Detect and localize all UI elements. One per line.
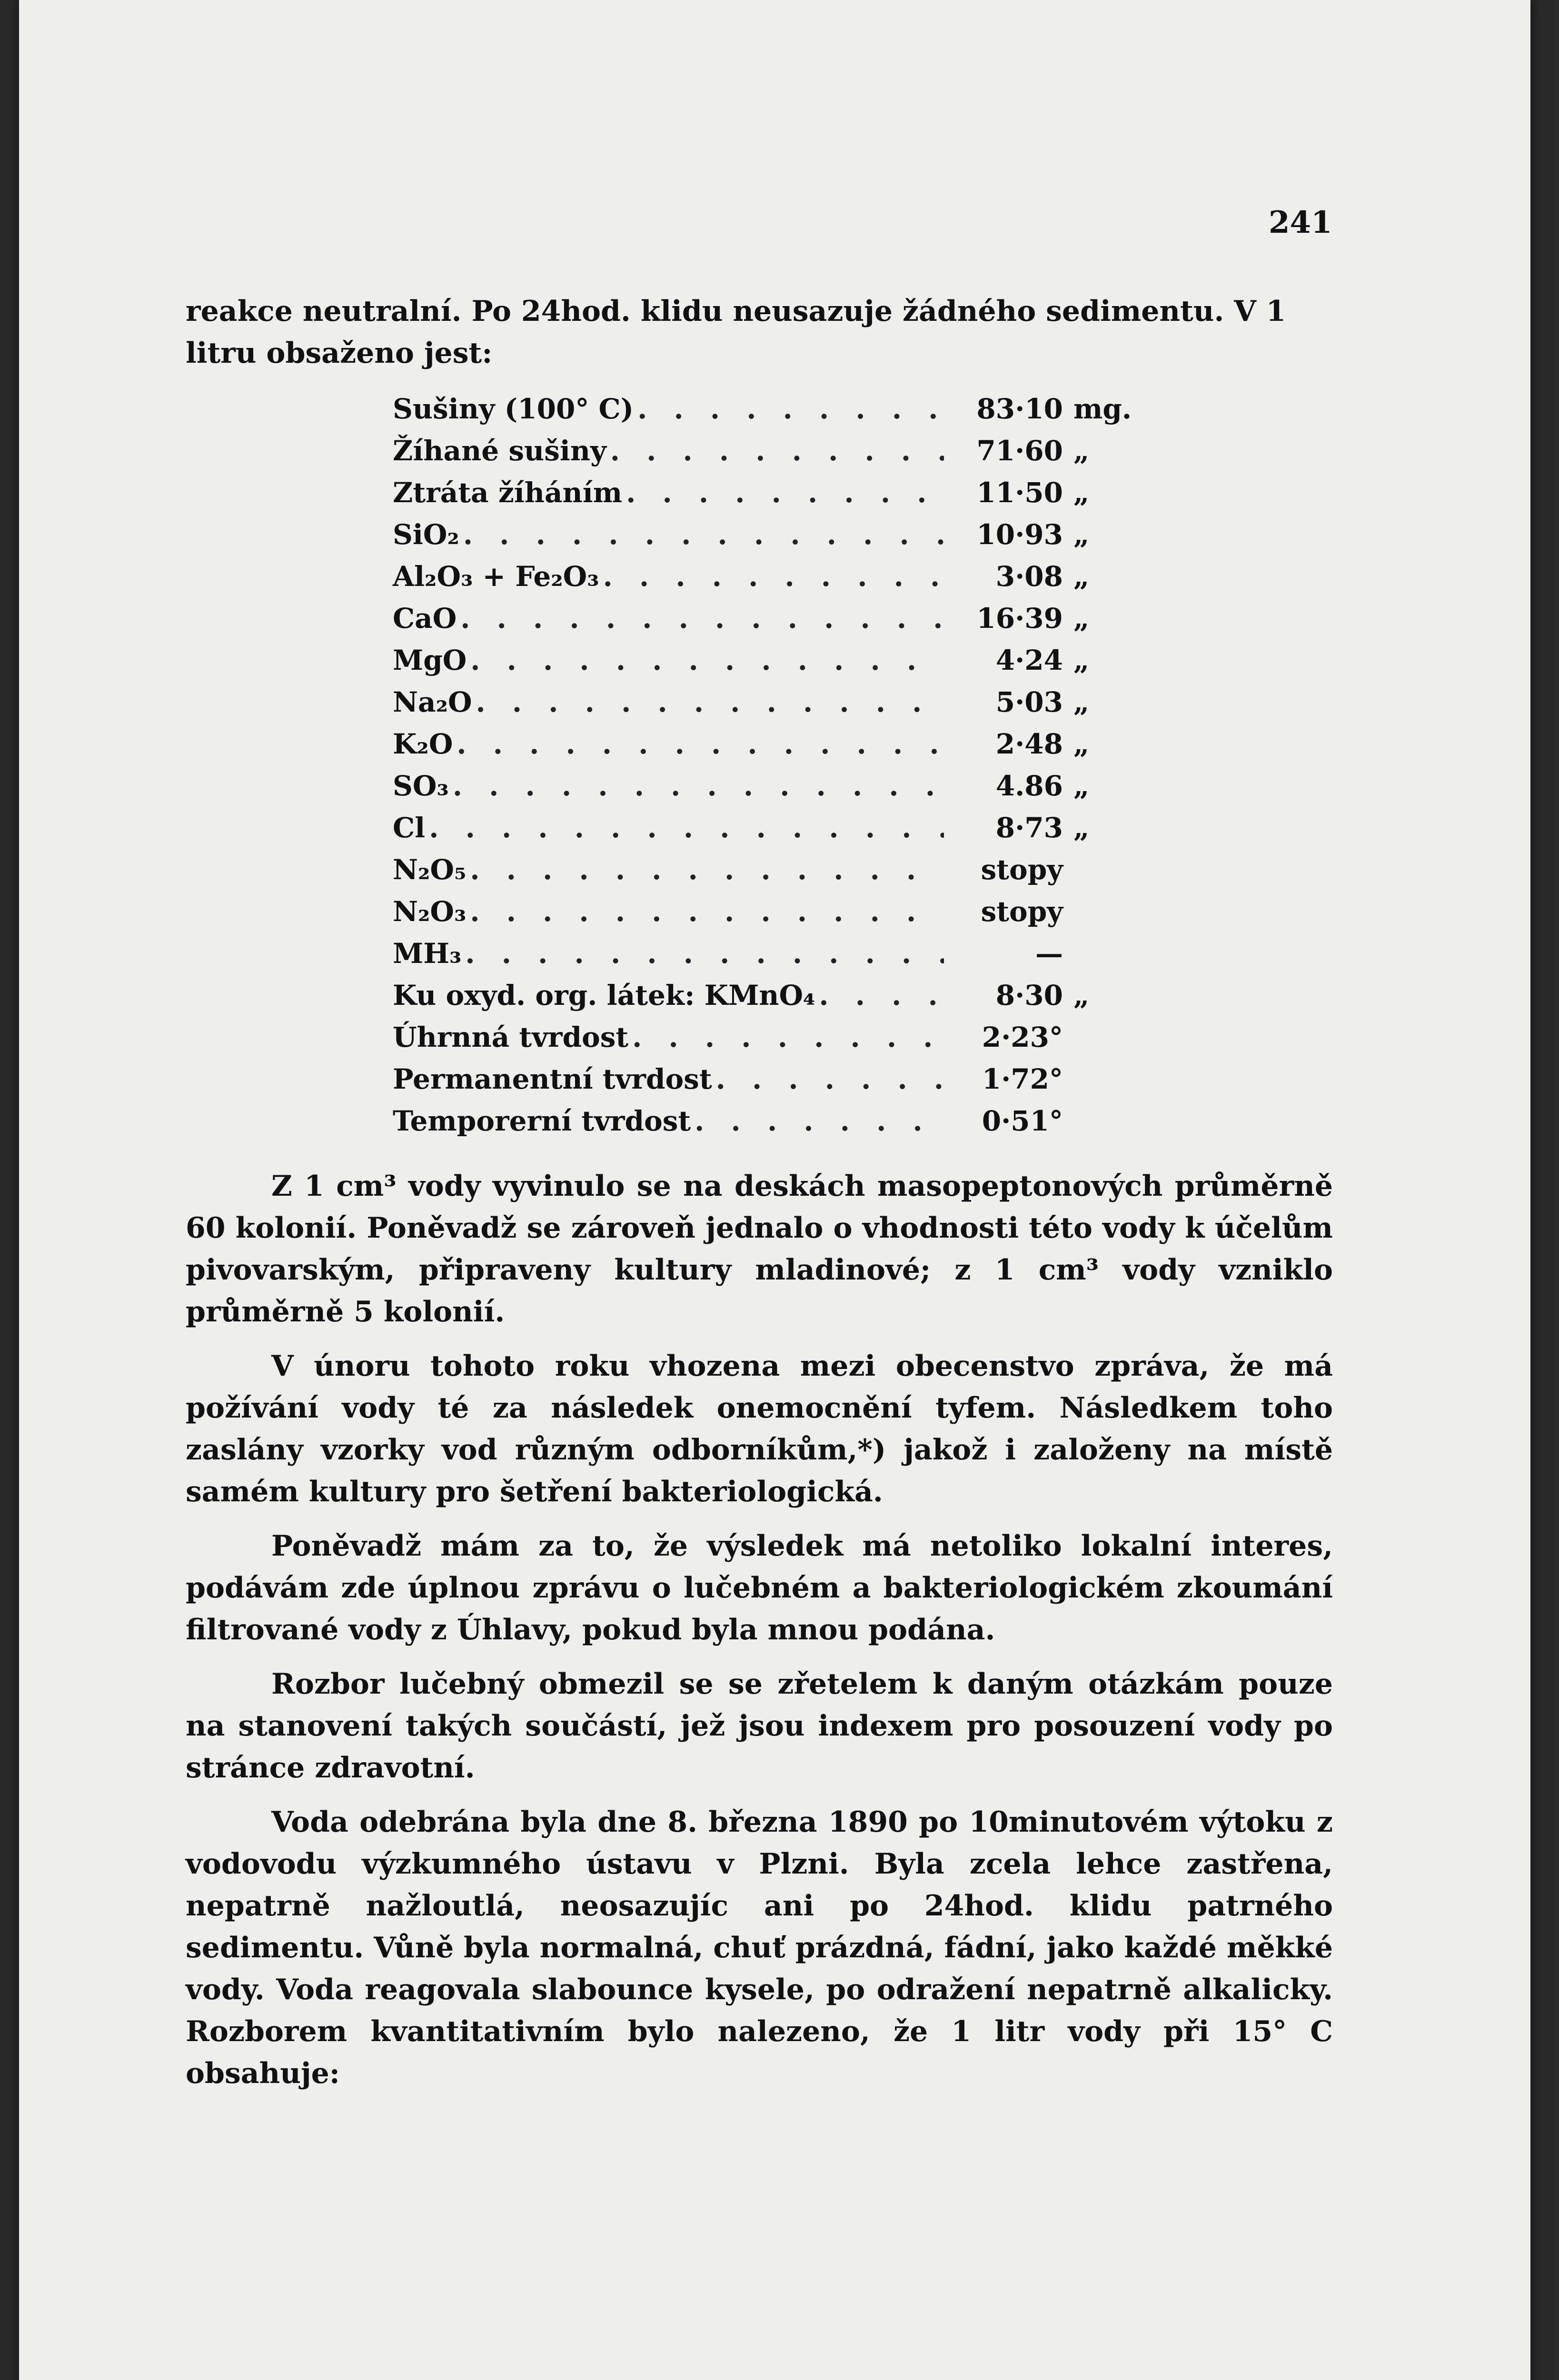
paragraph-colonies: Z 1 cm³ vody vyvinulo se na deskách masopeptonových průměrně 60 kolonií. Poněvadž se zároveň jednalo o vhodnosti této vody k účelům pivovarským, připraveny kultury mladinové; z 1 cm³ vody vzniklo průměrně 5 kolonií. (186, 1170, 1333, 1329)
row-label: MgO (393, 644, 467, 676)
row-value: 10·93 (976, 518, 1063, 551)
row-label: Permanentní tvrdost (393, 1063, 712, 1095)
row-unit: „ (1073, 435, 1090, 467)
row-value: 16·39 (976, 602, 1063, 635)
row-unit: „ (1073, 476, 1090, 509)
table-row (393, 1105, 1135, 1147)
row-value: 4.86 (995, 770, 1063, 802)
table-row (393, 602, 1135, 644)
row-label: Al₂O₃ + Fe₂O₃ (393, 560, 599, 593)
body-text (186, 1165, 1333, 2107)
table-row (393, 435, 1135, 476)
row-unit: „ (1073, 728, 1090, 760)
paragraph-analysis-scope: Rozbor lučebný obmezil se se zřetelem k daným otázkám pouze na stanovení takých součástí, jež jsou indexem pro posouzení vody po stránce zdravotní. (186, 1667, 1333, 1785)
table-row (393, 853, 1135, 895)
row-value: stopy (981, 895, 1063, 928)
table-row (393, 1063, 1135, 1105)
table-row (393, 895, 1135, 937)
table-row (393, 686, 1135, 728)
row-unit: „ (1073, 812, 1090, 844)
intro-paragraph: reakce neutralní. Po 24hod. klidu neusazuje žádného sedimentu. V 1 litru obsaženo jest: (186, 295, 1286, 370)
row-value: 83·10 (976, 393, 1063, 425)
analysis-table (393, 393, 1135, 1147)
row-value: 3·08 (995, 560, 1063, 593)
row-value: 5·03 (995, 686, 1063, 718)
row-label: Sušiny (100° C) (393, 393, 634, 425)
table-row (393, 979, 1135, 1021)
row-label: MH₃ (393, 937, 462, 970)
row-label: N₂O₃ (393, 895, 467, 928)
row-value: 2·48 (995, 728, 1063, 760)
row-label: Na₂O (393, 686, 472, 718)
row-unit: „ (1073, 979, 1090, 1012)
row-label: CaO (393, 602, 457, 635)
row-unit: „ (1073, 560, 1090, 593)
row-label: Temporerní tvrdost (393, 1105, 691, 1137)
table-row (393, 770, 1135, 812)
row-unit: „ (1073, 518, 1090, 551)
row-label: K₂O (393, 728, 453, 760)
row-value: 11·50 (976, 476, 1063, 509)
row-value: 1·72° (982, 1063, 1063, 1095)
row-unit: mg. (1073, 393, 1132, 425)
row-value: stopy (981, 853, 1063, 886)
table-row (393, 812, 1135, 853)
page-number: 241 (1269, 205, 1332, 240)
row-unit: „ (1073, 644, 1090, 676)
row-unit: „ (1073, 602, 1090, 635)
row-label: Žíhané sušiny (393, 435, 606, 467)
row-label: Ztráta žíháním (393, 476, 623, 509)
row-value: 2·23° (982, 1021, 1063, 1053)
row-value: 8·30 (995, 979, 1063, 1012)
row-value: 0·51° (982, 1105, 1063, 1137)
row-unit: „ (1073, 686, 1090, 718)
row-value: 4·24 (995, 644, 1063, 676)
table-row (393, 728, 1135, 770)
row-label: Úhrnná tvrdost (393, 1021, 629, 1053)
document-page (19, 0, 1530, 2380)
paragraph-report: Poněvadž mám za to, že výsledek má netoliko lokalní interes, podávám zde úplnou zprávu o lučebném a bakteriologickém zkoumání filtrované vody z Úhlavy, pokud byla mnou podána. (186, 1529, 1333, 1646)
table-row (393, 476, 1135, 518)
row-unit: „ (1073, 770, 1090, 802)
row-value: 71·60 (976, 435, 1063, 467)
row-label: N₂O₅ (393, 853, 467, 886)
table-row (393, 937, 1135, 979)
row-value: 8·73 (995, 812, 1063, 844)
row-value: — (1035, 937, 1063, 970)
table-row (393, 560, 1135, 602)
row-label: SO₃ (393, 770, 449, 802)
table-row (393, 518, 1135, 560)
paragraph-typhus: V únoru tohoto roku vhozena mezi obecenstvo zpráva, že má požívání vody té za následek onemocnění tyfem. Následkem toho zaslány vzorky vod různým odborníkům,*) jakož i založeny na místě samém kultury pro šetření bakteriologická. (186, 1349, 1333, 1508)
row-label: SiO₂ (393, 518, 459, 551)
row-label: Cl (393, 812, 426, 844)
table-row (393, 393, 1135, 435)
table-row (393, 1021, 1135, 1063)
paragraph-sampling: Voda odebrána byla dne 8. března 1890 po 10minutovém výtoku z vodovodu výzkumného ústavu v Plzni. Byla zcela lehce zastřena, nepatrně nažloutlá, neosazujíc ani po 24hod. klidu patrného sedimentu. Vůně byla normalná, chuť prázdná, fádní, jako každé měkké vody. Voda reagovala slabounce kysele, po odražení nepatrně alkalicky. Rozborem kvantitativním bylo nalezeno, že 1 litr vody při 15° C obsahuje: (186, 1805, 1333, 2090)
row-label: Ku oxyd. org. látek: KMnO₄ (393, 979, 815, 1012)
table-row (393, 644, 1135, 686)
